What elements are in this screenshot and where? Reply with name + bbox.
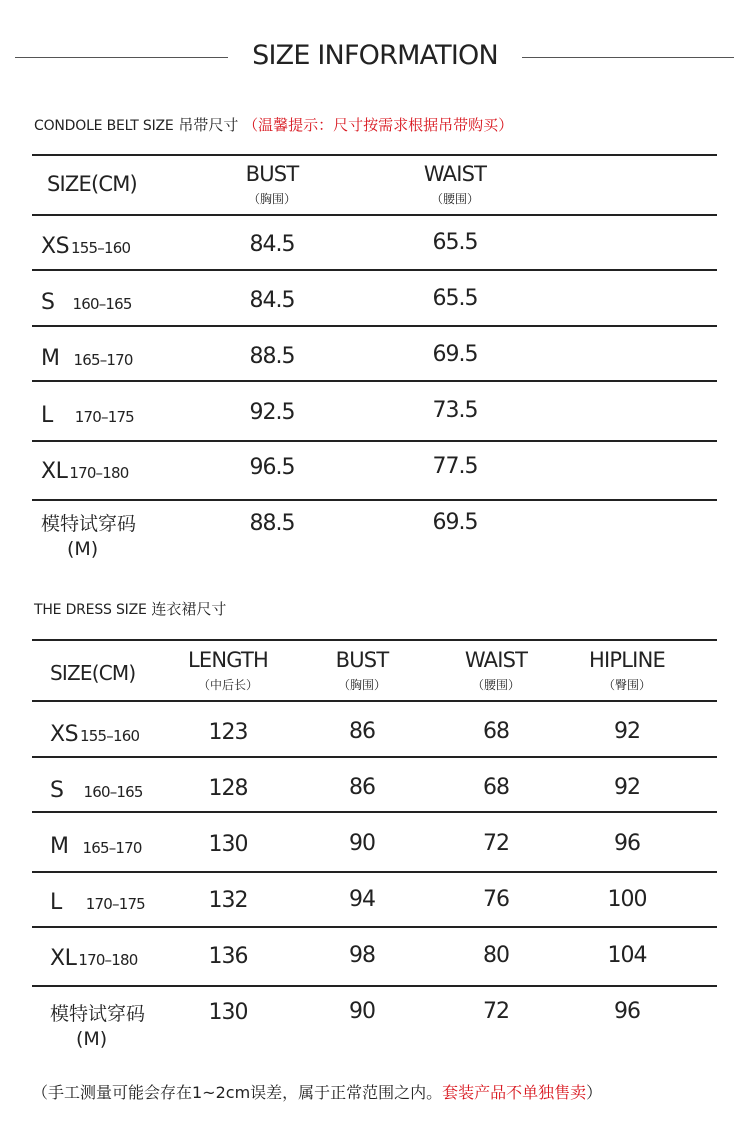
table2-title <box>34 598 226 619</box>
table2-length-xs: 123 <box>208 720 248 745</box>
table2-size-m <box>50 834 142 859</box>
table1-bust-m: 88.5 <box>249 344 295 369</box>
table2-size-l <box>50 890 145 915</box>
table2-rule-row3 <box>32 871 717 873</box>
footer-note-text: （手工测量可能会存在1~2cm误差，属于正常范围之内。 <box>32 1083 443 1102</box>
table1-bust-xl: 96.5 <box>249 455 295 480</box>
table1-waist-xs: 65.5 <box>432 230 478 255</box>
table1-title-cn: 吊带尺寸 <box>178 116 239 134</box>
table2-bust-xs: 86 <box>349 719 375 744</box>
table2-waist-l: 76 <box>483 887 509 912</box>
height-range: 155–160 <box>80 727 140 745</box>
table1-header-size: SIZE(CM) <box>47 172 137 196</box>
size-label: L <box>41 403 53 428</box>
table2-waist-s: 68 <box>483 775 509 800</box>
size-label: L <box>50 890 62 915</box>
table2-rule-top <box>32 639 717 641</box>
height-range: 160–165 <box>72 295 132 313</box>
table1-waist-xl: 77.5 <box>432 454 478 479</box>
height-range: 155–160 <box>71 239 131 257</box>
model-label-line2: (M) <box>67 538 99 560</box>
table1-rule-row3 <box>32 380 717 382</box>
size-label: XL <box>50 946 77 971</box>
model-label-line1: 模特试穿码 <box>50 1003 146 1025</box>
table1-header-waist: WAIST <box>423 162 487 186</box>
size-label: M <box>41 346 60 371</box>
table2-hipline-xl: 104 <box>607 943 647 968</box>
table2-size-xl <box>50 946 138 971</box>
table2-waist-xl: 80 <box>483 943 509 968</box>
footer-note <box>32 1080 602 1103</box>
table1-header-bust: BUST <box>245 162 299 186</box>
table1-rule-row4 <box>32 440 717 442</box>
table2-header-bust: BUST <box>335 648 389 672</box>
table2-bust-model: 90 <box>349 999 375 1024</box>
table2-title-cn: 连衣裙尺寸 <box>151 600 227 618</box>
model-label-line2: (M) <box>76 1028 108 1050</box>
size-label: XS <box>41 234 70 259</box>
size-label: S <box>41 290 55 315</box>
table1-waist-l: 73.5 <box>432 398 478 423</box>
size-label: XS <box>50 722 79 747</box>
table2-hipline-l: 100 <box>607 887 647 912</box>
table1-bust-xs: 84.5 <box>249 232 295 257</box>
size-label: XL <box>41 459 68 484</box>
table1-rule-top <box>32 154 717 156</box>
table2-rule-row5 <box>32 985 717 987</box>
table2-hipline-s: 92 <box>614 775 640 800</box>
table1-rule-row1 <box>32 269 717 271</box>
table2-hipline-model: 96 <box>614 999 640 1024</box>
height-range: 160–165 <box>83 783 143 801</box>
table2-header-bust-sub: （胸围） <box>337 678 386 692</box>
footer-note-end: ） <box>586 1083 603 1102</box>
table2-header-waist-sub: （腰围） <box>471 678 520 692</box>
table1-size-m <box>41 346 133 371</box>
height-range: 165–170 <box>82 839 142 857</box>
table2-length-xl: 136 <box>208 944 248 969</box>
table1-waist-m: 69.5 <box>432 342 478 367</box>
table2-header-waist: WAIST <box>464 648 528 672</box>
table2-size-s <box>50 778 143 803</box>
table2-rule-header <box>32 700 717 702</box>
table1-rule-header <box>32 214 717 216</box>
table1-header-waist-sub: （腰围） <box>430 192 479 206</box>
table2-waist-xs: 68 <box>483 719 509 744</box>
height-range: 170–180 <box>78 951 138 969</box>
table1-rule-row5 <box>32 499 717 501</box>
table1-header-bust-sub: （胸围） <box>247 192 296 206</box>
table2-length-model: 130 <box>208 1000 248 1025</box>
table1-rule-row2 <box>32 325 717 327</box>
footer-note-red: 套装产品不单独售卖 <box>442 1083 587 1102</box>
table1-size-l <box>41 403 134 428</box>
height-range: 165–170 <box>73 351 133 369</box>
table2-header-hipline-sub: （臀围） <box>602 678 651 692</box>
table1-size-xs <box>41 234 130 259</box>
table2-length-s: 128 <box>208 776 248 801</box>
table1-model-label <box>41 512 136 562</box>
table2-length-m: 130 <box>208 832 248 857</box>
height-range: 170–180 <box>69 464 129 482</box>
table2-rule-row2 <box>32 811 717 813</box>
table2-header-size: SIZE(CM) <box>50 661 136 685</box>
table1-waist-s: 65.5 <box>432 286 478 311</box>
table1-bust-model: 88.5 <box>249 511 295 536</box>
table2-waist-m: 72 <box>483 831 509 856</box>
table1-waist-model: 69.5 <box>432 510 478 535</box>
height-range: 170–175 <box>85 895 145 913</box>
table2-bust-xl: 98 <box>349 943 375 968</box>
table2-length-l: 132 <box>208 888 248 913</box>
table1-title-en: CONDOLE BELT SIZE <box>34 118 174 134</box>
table2-model-label <box>50 1002 145 1052</box>
size-label: M <box>50 834 69 859</box>
table2-waist-model: 72 <box>483 999 509 1024</box>
table2-title-en: THE DRESS SIZE <box>34 602 147 618</box>
table1-title-note: （温馨提示：尺寸按需求根据吊带购买） <box>243 116 514 134</box>
table2-header-hipline: HIPLINE <box>589 648 665 672</box>
table2-header-length: LENGTH <box>187 648 269 672</box>
table2-bust-m: 90 <box>349 831 375 856</box>
table1-size-xl <box>41 459 129 484</box>
table2-header-length-sub: （中后长） <box>197 678 258 692</box>
page-title: SIZE INFORMATION <box>252 40 498 71</box>
table2-bust-s: 86 <box>349 775 375 800</box>
height-range: 170–175 <box>74 408 134 426</box>
table1-size-s <box>41 290 132 315</box>
table1-bust-l: 92.5 <box>249 400 295 425</box>
model-label-line1: 模特试穿码 <box>41 513 137 535</box>
table2-bust-l: 94 <box>349 887 375 912</box>
table2-rule-row4 <box>32 926 717 928</box>
table2-hipline-xs: 92 <box>614 719 640 744</box>
table2-size-xs <box>50 722 139 747</box>
table1-title <box>34 114 513 135</box>
table2-hipline-m: 96 <box>614 831 640 856</box>
table2-rule-row1 <box>32 756 717 758</box>
size-label: S <box>50 778 64 803</box>
table1-bust-s: 84.5 <box>249 288 295 313</box>
